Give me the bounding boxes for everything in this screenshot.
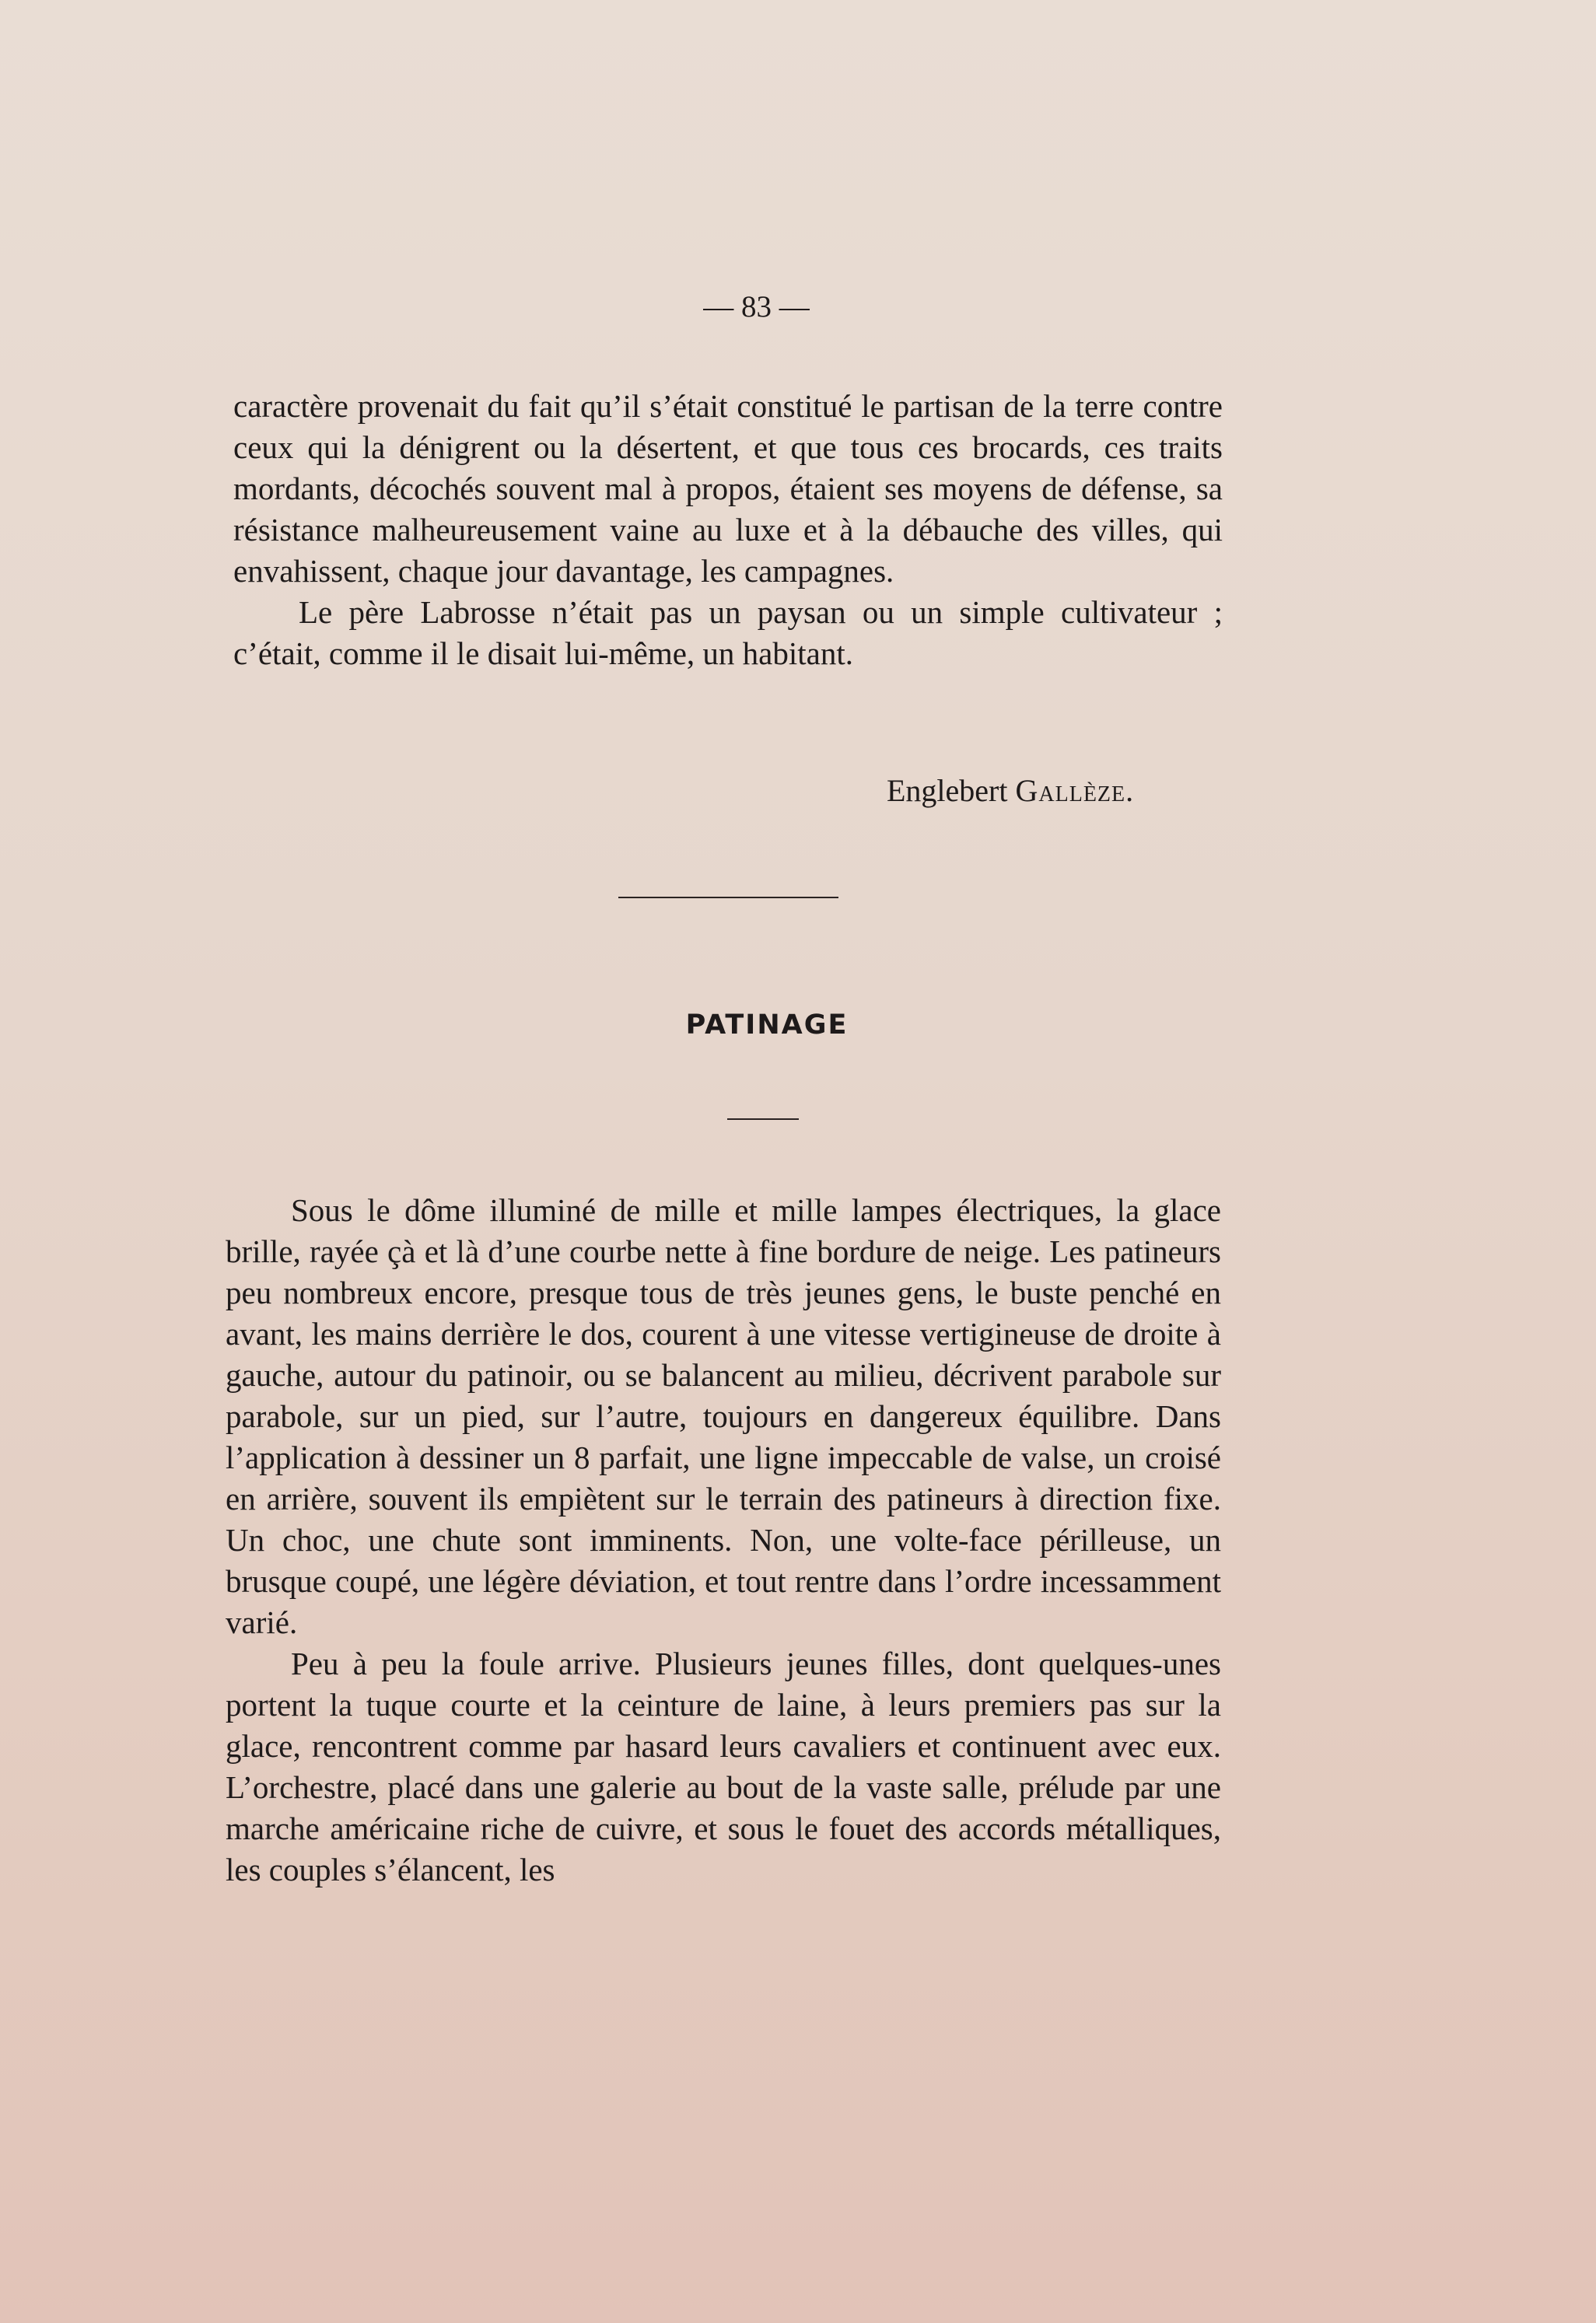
main-paragraph-1: Sous le dôme illuminé de mille et mille lampes électriques, la glace brille, rayée çà et là d’une courbe nette à fine bordure de neige. Les patineurs peu nombreux encore, presque tous de très jeunes gens, le buste penché en avant, les mains derrière le dos, courent à une vitesse vertigineuse de droite à gauche, autour du patinoir, ou se balancent au milieu, décrivent parabole sur parabole, sur un pied, sur l’autre, toujours en dangereux équilibre. Dans l’application à dessiner un 8 parfait, une ligne impeccable de valse, un croisé en arrière, souvent ils empiètent sur le terrain des patineurs à direction fixe. Un choc, une chute sont imminents. Non, une volte-face périlleuse, un brusque coupé, une légère déviation, et tout rentre dans l’ordre incessamment varié. <box>226 1192 1221 1640</box>
intro-paragraph-2: Le père Labrosse n’était pas un paysan ou un simple cultivateur ; c’était, comme il le disait lui-même, un habitant. <box>233 594 1223 671</box>
intro-paragraph-1: caractère provenait du fait qu’il s’était constitué le partisan de la terre contre ceux qui la dénigrent ou la désertent, et que tous ces brocards, ces traits mordants, décochés souvent mal à propos, étaient ses moyens de défense, sa résistance malheureusement vaine au luxe et à la débauche des villes, qui envahissent, chaque jour davantage, les campagnes. <box>233 388 1223 589</box>
section-divider <box>618 897 838 898</box>
section-title: PATINAGE <box>685 1009 849 1041</box>
author-last-name: Gallèze. <box>1015 773 1135 808</box>
page-number: — 83 — <box>703 290 810 324</box>
title-underline <box>727 1118 799 1120</box>
author-signature <box>887 772 1134 809</box>
intro-text <box>233 386 1223 674</box>
main-text <box>226 1190 1221 1891</box>
main-paragraph-2: Peu à peu la foule arrive. Plusieurs jeunes filles, dont quelques-unes portent la tuque courte et la ceinture de laine, à leurs premiers pas sur la glace, rencontrent comme par hasard leurs cavaliers et continuent avec eux. L’orchestre, placé dans une galerie au bout de la vaste salle, prélude par une marche américaine riche de cuivre, et sous le fouet des accords métalliques, les couples s’élancent, les <box>226 1646 1221 1887</box>
author-first-name: Englebert <box>887 773 1008 808</box>
